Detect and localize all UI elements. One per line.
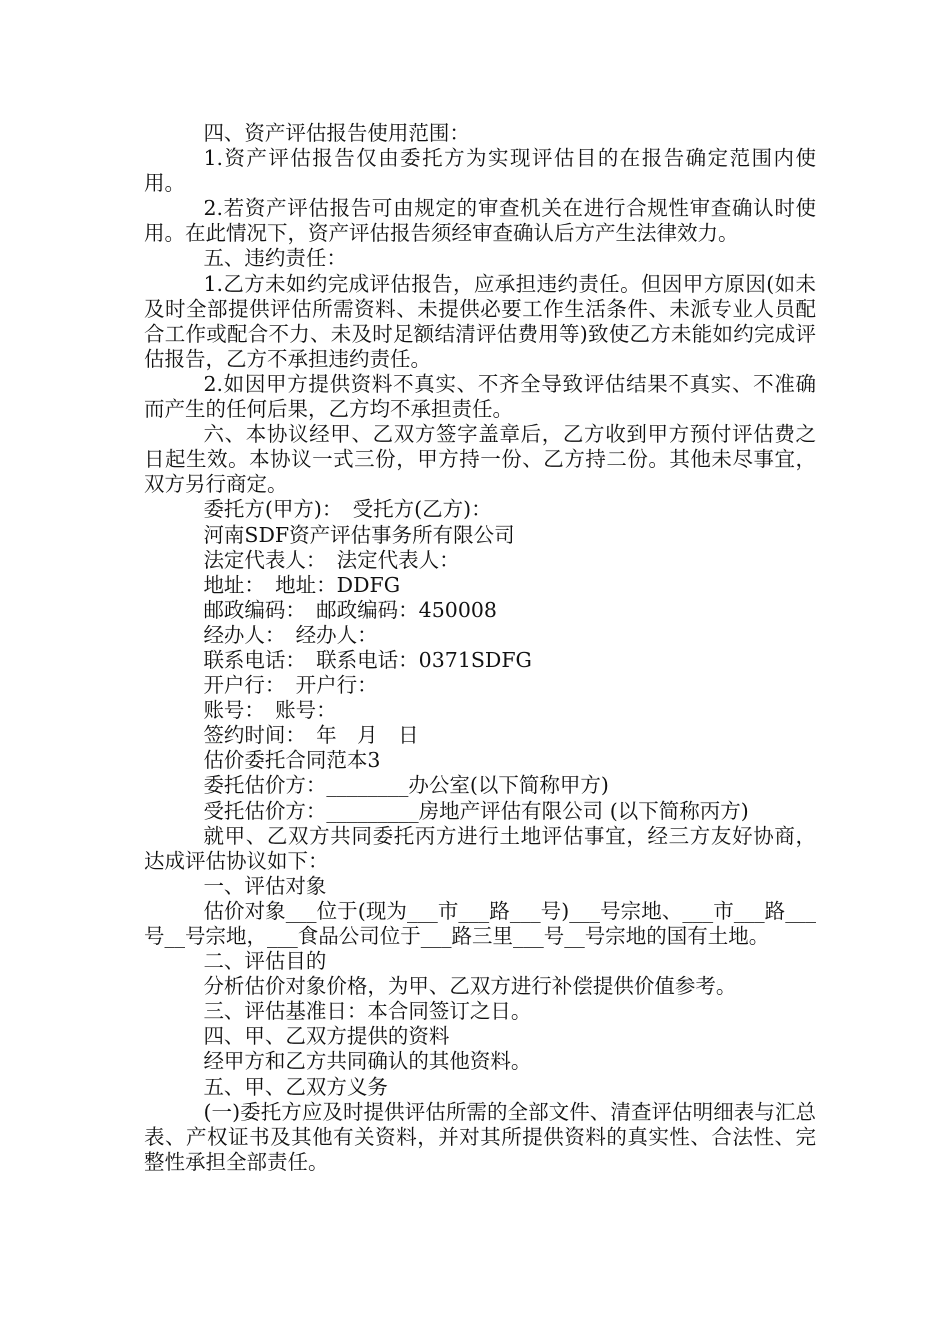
signature-line: 联系电话： 联系电话：0371SDFG (203, 647, 532, 672)
signature-line: 签约时间： 年 月 日 (203, 723, 419, 748)
section-heading: 二、评估目的 (203, 949, 327, 974)
signature-line: 邮政编码： 邮政编码：450008 (203, 597, 497, 622)
paragraph: 2.若资产评估报告可由规定的审查机关在进行合规性审查确认时使用。在此情况下，资产评估报告须经审查确认后方产生法律效力。 (144, 196, 816, 246)
signature-line: 地址： 地址：DDFG (203, 572, 401, 597)
signature-line: 法定代表人： 法定代表人： (203, 547, 460, 572)
paragraph: 分析估价对象价格，为甲、乙双方进行补偿提供价值参考。 (203, 974, 737, 999)
section-heading-liability: 五、违约责任： (203, 246, 347, 271)
paragraph: 经甲方和乙方共同确认的其他资料。 (203, 1049, 532, 1074)
paragraph: 1.资产评估报告仅由委托方为实现评估目的在报告确定范围内使用。 (144, 146, 816, 196)
paragraph: 估价对象___位于(现为___市___路___号)___号宗地、___市___路___号__号宗地，___食品公司位于___路三里___号__号宗地的国有土地。 (144, 898, 816, 948)
paragraph: (一)委托方应及时提供评估所需的全部文件、清查评估明细表与汇总表、产权证书及其他有关资料，并对其所提供资料的真实性、合法性、完整性承担全部责任。 (144, 1099, 816, 1174)
paragraph: 委托估价方：________办公室(以下简称甲方) (203, 773, 609, 798)
document-body (144, 121, 816, 1175)
paragraph: 就甲、乙双方共同委托丙方进行土地评估事宜，经三方友好协商，达成评估协议如下： (144, 823, 816, 873)
section-heading: 一、评估对象 (203, 873, 327, 898)
paragraph: 2.如因甲方提供资料不真实、不齐全导致评估结果不真实、不准确而产生的任何后果，乙方均不承担责任。 (144, 371, 816, 422)
section-heading: 三、评估基准日：本合同签订之日。 (203, 999, 532, 1024)
section-heading: 五、甲、乙双方义务 (203, 1074, 388, 1099)
signature-line: 经办人： 经办人： (203, 622, 378, 647)
paragraph: 1.乙方未如约完成评估报告，应承担违约责任。但因甲方原因(如未及时全部提供评估所需资料、未提供必要工作生活条件、未派专业人员配合工作或配合不力、未及时足额结清评估费用等)致使乙方未能如约完成评估报告，乙方不承担违约责任。 (144, 271, 816, 371)
section-heading: 四、甲、乙双方提供的资料 (203, 1024, 450, 1049)
section-heading-effect: 六、本协议经甲、乙双方签字盖章后，乙方收到甲方预付评估费之日起生效。本协议一式三份，甲方持一份、乙方持二份。其他未尽事宜，双方另行商定。 (144, 422, 816, 497)
section-heading-report-usage: 四、资产评估报告使用范围： (203, 121, 470, 145)
signature-line: 开户行： 开户行： (203, 673, 378, 698)
template-title: 估价委托合同范本3 (203, 748, 381, 773)
signature-line: 委托方(甲方)： 受托方(乙方)： (203, 497, 492, 522)
paragraph: 受托估价方：_________房地产评估有限公司 (以下简称丙方) (203, 798, 749, 823)
signature-line: 账号： 账号： (203, 698, 337, 723)
signature-line: 河南SDF资产评估事务所有限公司 (203, 522, 515, 547)
